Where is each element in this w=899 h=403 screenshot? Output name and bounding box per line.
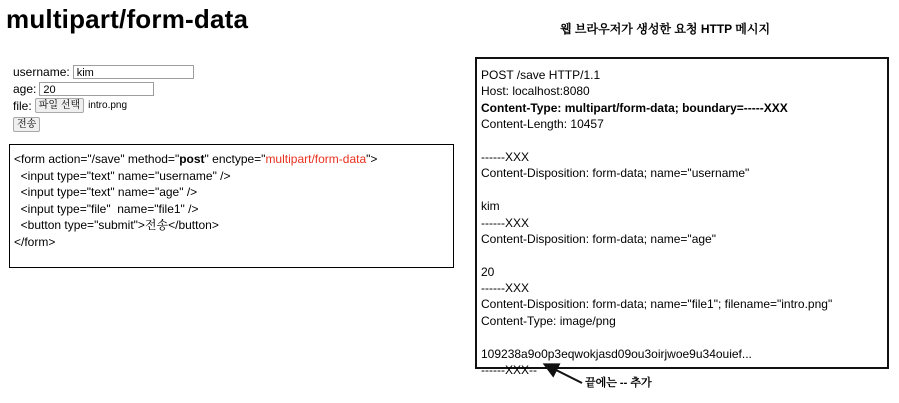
- http-content-length-header: Content-Length: 10457: [481, 117, 604, 132]
- http-part-header: Content-Disposition: form-data; name="file1"; filename="intro.png": [481, 297, 833, 312]
- http-part-header: Content-Disposition: form-data; name="age": [481, 231, 716, 246]
- username-input[interactable]: kim: [73, 65, 194, 79]
- username-label: username:: [13, 64, 70, 79]
- http-final-boundary: ------XXX--: [481, 363, 537, 378]
- code-enctype: multipart/form-data: [265, 152, 367, 166]
- code-line-submit-button: <button type="submit">전송</button>: [14, 218, 219, 232]
- code-line-username-input: <input type="text" name="username" />: [14, 168, 231, 183]
- code-segment: ">: [366, 152, 378, 166]
- annotation-text: 끝에는 -- 추가: [585, 377, 652, 389]
- code-line-age-input: <input type="text" name="age" />: [14, 185, 198, 199]
- http-host-header: Host: localhost:8080: [481, 84, 590, 99]
- http-part-content-type: Content-Type: image/png: [481, 313, 616, 328]
- page-title: multipart/form-data: [6, 4, 249, 34]
- code-segment: <form action="/save" method=": [14, 152, 180, 166]
- code-segment: " enctype=": [204, 152, 266, 166]
- http-part-header: Content-Disposition: form-data; name="username": [481, 166, 750, 181]
- file-choose-button[interactable]: 파일 선택: [35, 98, 84, 113]
- code-line-form-close: </form>: [14, 234, 56, 249]
- file-label: file:: [13, 98, 32, 113]
- http-content-type-header: Content-Type: multipart/form-data; boundary=-----XXX: [481, 100, 788, 115]
- http-boundary: ------XXX: [481, 215, 529, 230]
- file-name: intro.png: [88, 100, 128, 111]
- http-boundary: ------XXX: [481, 149, 529, 164]
- http-request-line: POST /save HTTP/1.1: [481, 68, 601, 82]
- submit-button[interactable]: 전송: [13, 117, 40, 132]
- age-label: age:: [13, 81, 37, 96]
- code-line-file-input: <input type="file" name="file1" />: [14, 201, 199, 216]
- http-boundary: ------XXX: [481, 281, 529, 296]
- code-method: post: [179, 152, 205, 166]
- http-part-body: kim: [481, 199, 500, 214]
- http-file-binary: 109238a9o0p3eqwokjasd09ou3oirjwoe9u34ouief...: [481, 346, 752, 361]
- http-caption: 웹 브라우저가 생성한 요청 HTTP 메시지: [560, 22, 771, 36]
- age-input[interactable]: 20: [39, 82, 154, 96]
- http-part-body: 20: [481, 264, 495, 279]
